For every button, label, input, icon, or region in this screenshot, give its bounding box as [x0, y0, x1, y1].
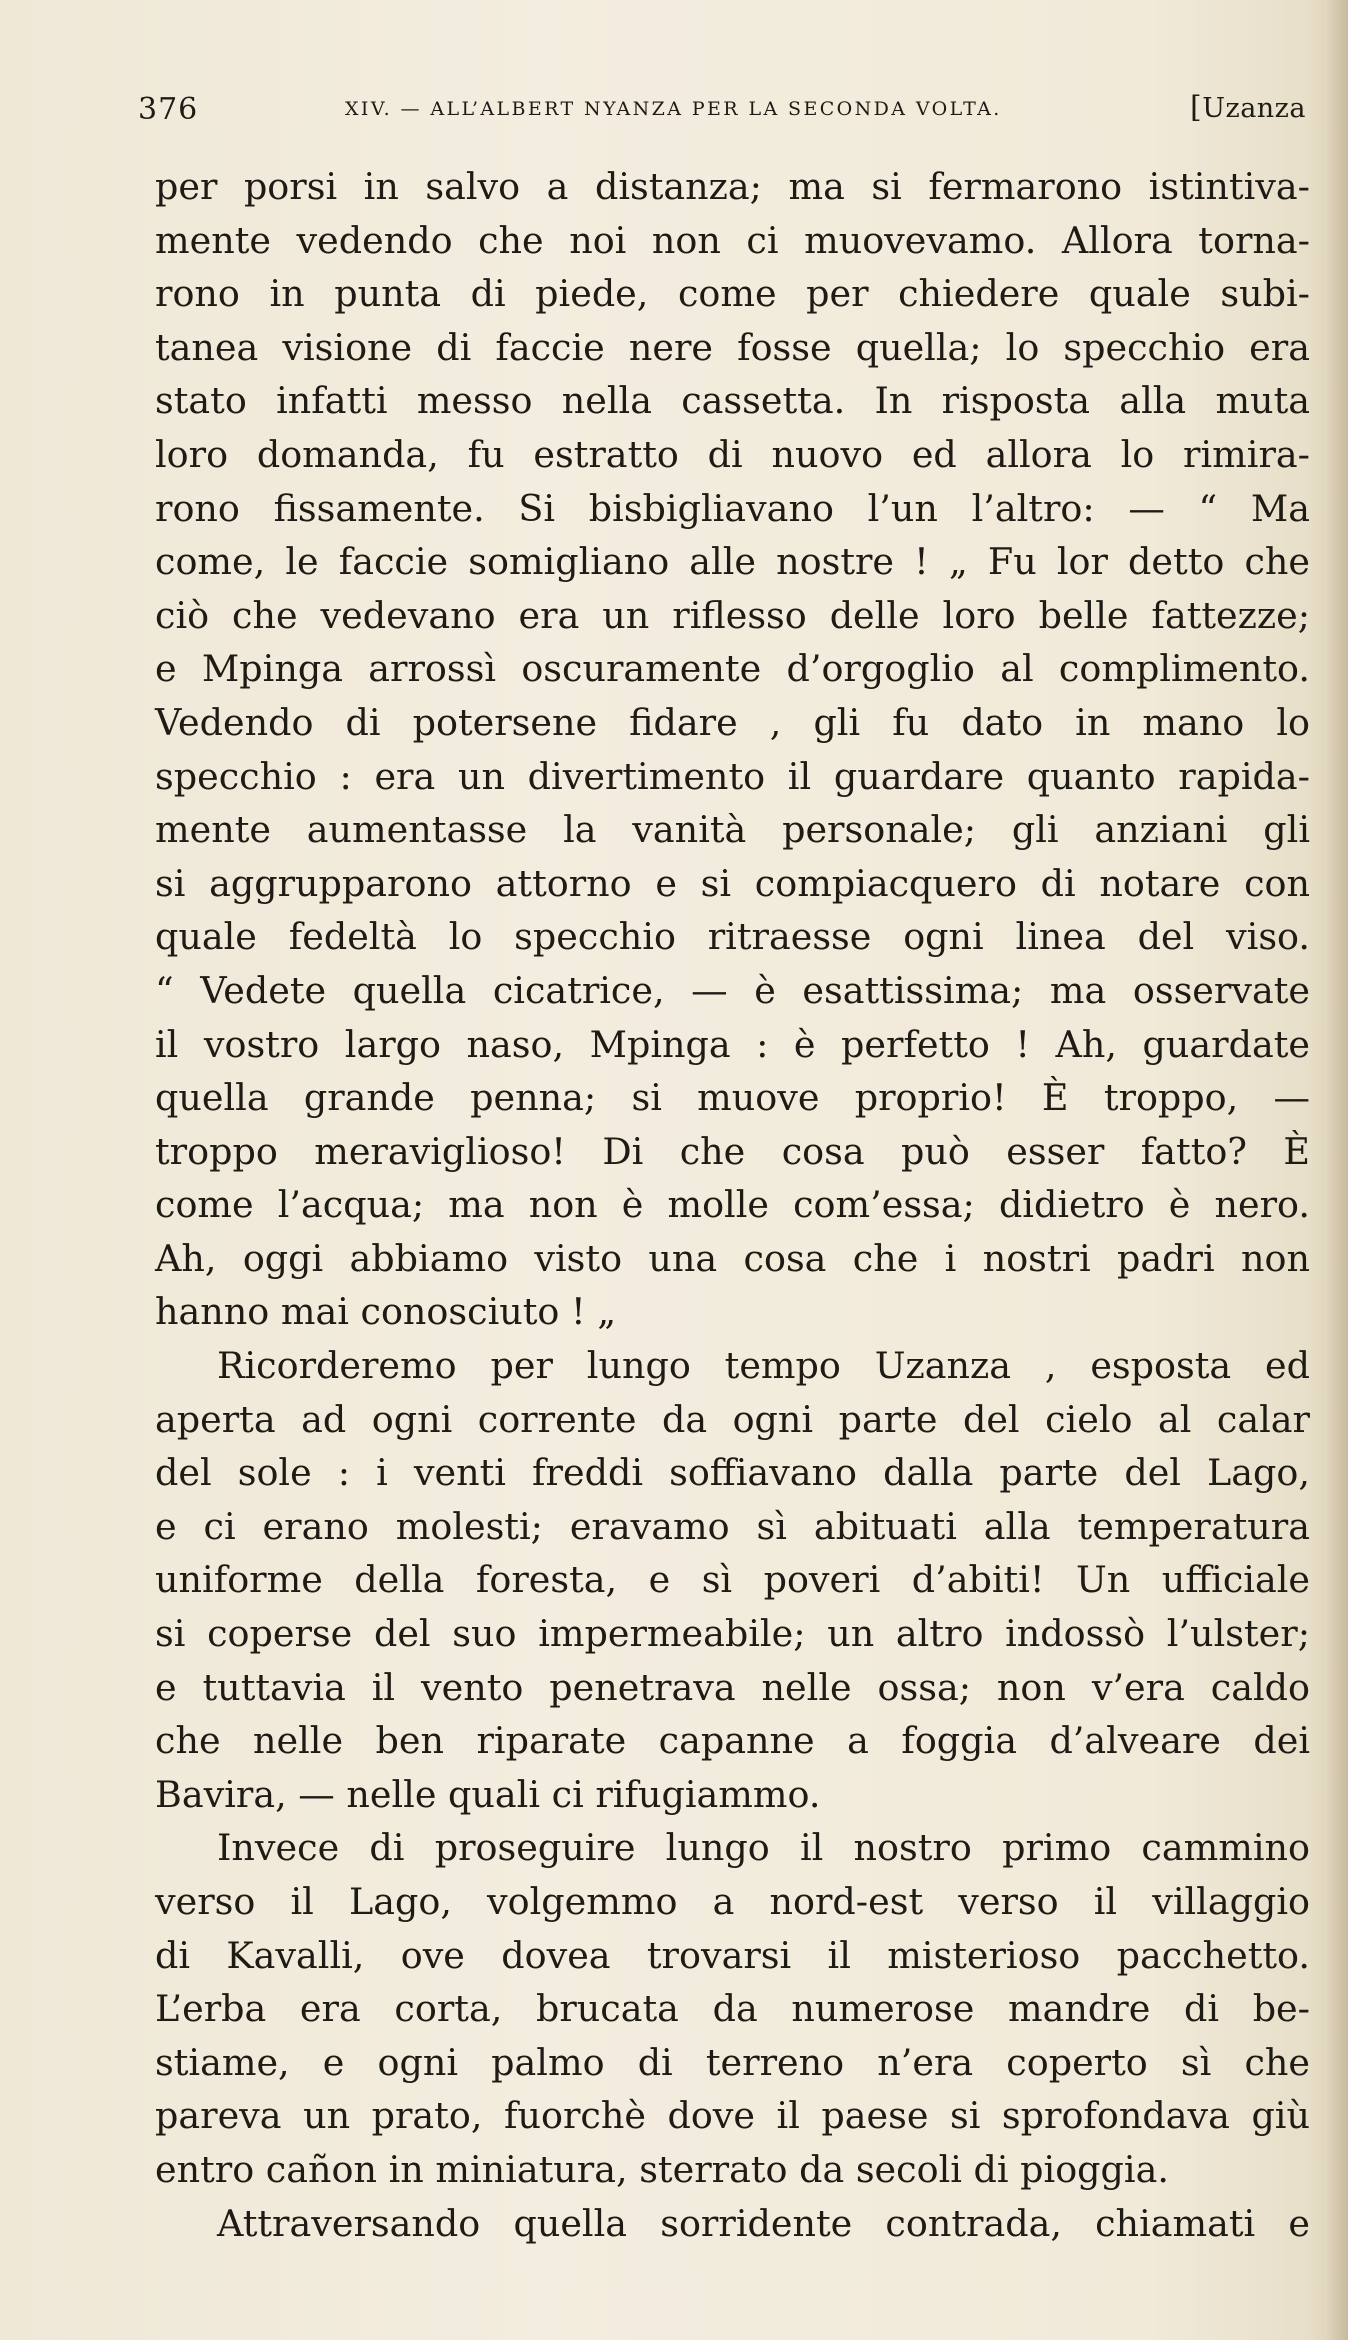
- text-line: si aggrupparono attorno e si compiacquero di notare con: [155, 861, 1310, 905]
- section-marker: [1190, 90, 1306, 125]
- text-line: entro cañon in miniatura, sterrato da secoli di pioggia.: [155, 2147, 1169, 2191]
- text-line: e Mpinga arrossì oscuramente d’orgoglio al complimento.: [155, 647, 1310, 691]
- text-line: uniforme della foresta, e sì poveri d’abiti! Un ufficiale: [155, 1558, 1310, 1602]
- paragraph-start-line: Invece di proseguire lungo il nostro primo cammino: [217, 1826, 1310, 1870]
- page-number: 376: [138, 92, 199, 127]
- text-line: mente aumentasse la vanità personale; gli anziani gli: [155, 808, 1310, 852]
- text-line: del sole : i venti freddi soffiavano dalla parte del Lago,: [155, 1451, 1310, 1495]
- body-text: [155, 160, 1310, 2250]
- text-line: hanno mai conosciuto ! „: [155, 1290, 617, 1334]
- text-line: tanea visione di faccie nere fosse quella; lo specchio era: [155, 325, 1310, 369]
- text-line: aperta ad ogni corrente da ogni parte del cielo al calar: [155, 1397, 1310, 1441]
- text-line: e ci erano molesti; eravamo sì abituati alla temperatura: [155, 1504, 1310, 1548]
- text-line: pareva un prato, fuorchè dove il paese si sprofondava giù: [155, 2094, 1310, 2138]
- text-line: il vostro largo naso, Mpinga : è perfetto ! Ah, guardate: [155, 1022, 1310, 1066]
- text-line: specchio : era un divertimento il guardare quanto rapida-: [155, 754, 1310, 798]
- text-line: verso il Lago, volgemmo a nord-est verso il villaggio: [155, 1880, 1310, 1923]
- paragraph-start-line: Ricorderemo per lungo tempo Uzanza , esposta ed: [217, 1344, 1310, 1388]
- text-line: che nelle ben riparate capanne a foggia d’alveare dei: [155, 1719, 1310, 1763]
- text-line: Bavira, — nelle quali ci rifugiammo.: [155, 1772, 821, 1816]
- page-edge-shadow: [1326, 0, 1348, 2340]
- running-head: [130, 88, 1320, 138]
- text-line: stato infatti messo nella cassetta. In risposta alla muta: [155, 379, 1310, 423]
- text-line: si coperse del suo impermeabile; un altro indossò l’ulster;: [155, 1612, 1310, 1656]
- text-line: rono in punta di piede, come per chiedere quale subi-: [155, 272, 1310, 316]
- text-line: rono fissamente. Si bisbigliavano l’un l’altro: — “ Ma: [155, 486, 1310, 530]
- section-marker-label: Uzanza: [1202, 93, 1307, 124]
- text-line: e tuttavia il vento penetrava nelle ossa; non v’era caldo: [155, 1665, 1310, 1709]
- text-line: Ah, oggi abbiamo visto una cosa che i nostri padri non: [155, 1236, 1310, 1280]
- paragraph-start-line: Attraversando quella sorridente contrada, chiamati e: [217, 2201, 1310, 2245]
- text-line: troppo meraviglioso! Di che cosa può esser fatto? È: [155, 1129, 1310, 1173]
- text-line: ciò che vedevano era un riflesso delle loro belle fattezze;: [155, 593, 1310, 637]
- text-line: per porsi in salvo a distanza; ma si fermarono istintiva-: [155, 165, 1310, 208]
- text-line: come l’acqua; ma non è molle com’essa; didietro è nero.: [155, 1183, 1310, 1227]
- text-line: stiame, e ogni palmo di terreno n’era coperto sì che: [155, 2040, 1310, 2084]
- text-line: L’erba era corta, brucata da numerose mandre di be-: [155, 1987, 1310, 2031]
- chapter-title: XIV. — ALL’ALBERT NYANZA PER LA SECONDA VOLTA.: [345, 98, 1002, 120]
- text-line: quale fedeltà lo specchio ritraesse ogni linea del viso.: [155, 915, 1310, 959]
- section-bracket: [: [1190, 90, 1203, 125]
- text-line: mente vedendo che noi non ci muovevamo. Allora torna-: [155, 218, 1310, 262]
- text-line: Vedendo di potersene fidare , gli fu dato in mano lo: [155, 700, 1310, 744]
- text-line: quella grande penna; si muove proprio! È troppo, —: [155, 1076, 1310, 1120]
- text-line: “ Vedete quella cicatrice, — è esattissima; ma osservate: [155, 968, 1310, 1012]
- text-line: loro domanda, fu estratto di nuovo ed allora lo rimira-: [155, 432, 1310, 476]
- text-line: come, le faccie somigliano alle nostre ! „ Fu lor detto che: [155, 540, 1310, 584]
- text-line: di Kavalli, ove dovea trovarsi il misterioso pacchetto.: [155, 1933, 1310, 1977]
